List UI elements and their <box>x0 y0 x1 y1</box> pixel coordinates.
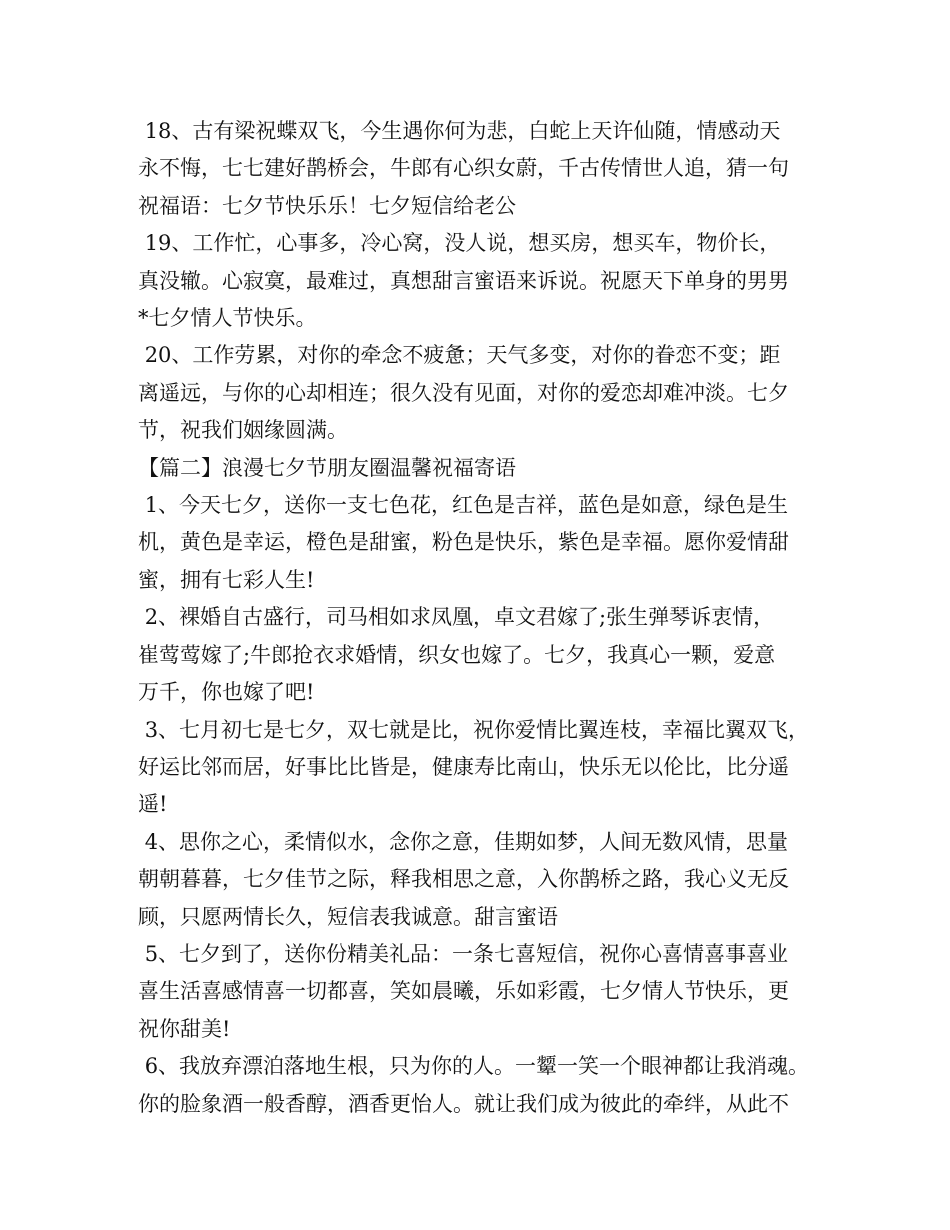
text-line: 【篇二】浪漫七夕节朋友圈温馨祝福寄语 <box>138 455 516 480</box>
text-line: 5、七夕到了，送你份精美礼品：一条七喜短信，祝你心喜情喜事喜业 <box>138 941 789 966</box>
text-line: 节，祝我们姻缘圆满。 <box>138 418 348 443</box>
paragraph <box>138 113 828 225</box>
text-line: 1、今天七夕，送你一支七色花，红色是吉祥，蓝色是如意，绿色是生 <box>138 493 789 518</box>
text-line: 顾，只愿两情长久，短信表我诚意。甜言蜜语 <box>138 904 558 929</box>
text-line: 朝朝暮暮，七夕佳节之际，释我相思之意，入你鹊桥之路，我心义无反 <box>138 867 789 892</box>
text-line: 蜜，拥有七彩人生! <box>138 567 315 592</box>
text-line: 祝你甜美! <box>138 1016 231 1041</box>
section-heading <box>138 450 828 487</box>
text-line: 遥! <box>138 792 168 817</box>
text-line: 好运比邻而居，好事比比皆是，健康寿比南山，快乐无以伦比，比分遥 <box>138 754 789 779</box>
paragraph <box>138 824 828 936</box>
text-line: 万千，你也嫁了吧! <box>138 680 315 705</box>
text-line: 喜生活喜感情喜一切都喜，笑如晨曦，乐如彩霞，七夕情人节快乐，更 <box>138 979 789 1004</box>
document-page <box>138 113 828 1123</box>
text-line: 祝福语：七夕节快乐乐！七夕短信给老公 <box>138 193 516 218</box>
paragraph <box>138 599 828 711</box>
text-line: 18、古有梁祝蝶双飞，今生遇你何为悲，白蛇上天许仙随，情感动天 <box>138 119 781 143</box>
text-line: 永不悔，七七建好鹊桥会，牛郎有心织女蔚，千古传情世人追，猜一句 <box>138 156 789 181</box>
text-line: 20、工作劳累，对你的牵念不疲惫；天气多变，对你的眷恋不变；距 <box>138 343 781 368</box>
paragraph <box>138 936 828 1048</box>
paragraph <box>138 712 828 824</box>
paragraph <box>138 337 828 449</box>
text-line: *七夕情人节快乐。 <box>138 306 317 331</box>
text-line: 崔莺莺嫁了;牛郎抢衣求婚情，织女也嫁了。七夕，我真心一颗，爱意 <box>138 642 776 667</box>
text-line: 你的脸象酒一般香醇，酒香更怡人。就让我们成为彼此的牵绊，从此不 <box>138 1091 789 1116</box>
text-line: 离遥远，与你的心却相连；很久没有见面，对你的爱恋却难冲淡。七夕 <box>138 380 789 405</box>
paragraph <box>138 225 828 337</box>
paragraph <box>138 1048 828 1123</box>
text-line: 真没辙。心寂寞，最难过，真想甜言蜜语来诉说。祝愿天下单身的男男 <box>138 268 789 293</box>
text-line: 19、工作忙，心事多，冷心窝，没人说，想买房，想买车，物价长， <box>138 231 781 256</box>
text-line: 6、我放弃漂泊落地生根，只为你的人。一颦一笑一个眼神都让我消魂。 <box>138 1054 810 1079</box>
text-line: 3、七月初七是七夕，双七就是比，祝你爱情比翼连枝，幸福比翼双飞， <box>138 717 810 742</box>
text-line: 4、思你之心，柔情似水，念你之意，佳期如梦，人间无数风情，思量 <box>138 829 789 854</box>
paragraph <box>138 487 828 599</box>
text-line: 机，黄色是幸运，橙色是甜蜜，粉色是快乐，紫色是幸福。愿你爱情甜 <box>138 530 789 555</box>
text-line: 2、裸婚自古盛行，司马相如求凤凰，卓文君嫁了;张生弹琴诉衷情， <box>138 605 775 630</box>
